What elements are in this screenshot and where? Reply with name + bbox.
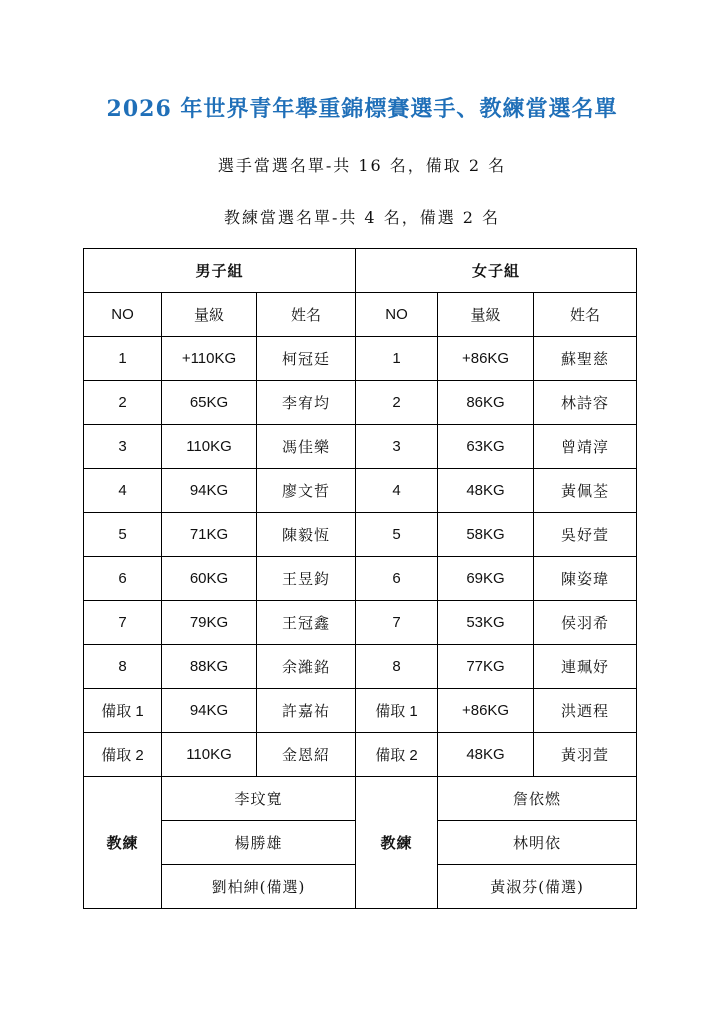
female-weight-cell: 58KG — [438, 513, 534, 557]
male-name-cell: 柯冠廷 — [257, 337, 356, 381]
female-name-cell: 黃佩荃 — [534, 469, 637, 513]
male-no-cell: 6 — [84, 557, 162, 601]
female-weight-cell: 48KG — [438, 469, 534, 513]
male-coach-name: 李玟寬 — [162, 777, 356, 821]
male-weight-cell: 94KG — [162, 469, 257, 513]
male-name-cell: 李宥均 — [257, 381, 356, 425]
document-title: 2026 年世界青年舉重錦標賽選手、教練當選名單 — [106, 96, 618, 122]
female-name-header: 姓名 — [534, 293, 637, 337]
female-no-cell: 備取 1 — [356, 689, 438, 733]
female-weight-cell: 48KG — [438, 733, 534, 777]
male-no-cell: 備取 1 — [84, 689, 162, 733]
female-coach-name: 黃淑芬(備選) — [438, 865, 637, 909]
male-no-cell: 備取 2 — [84, 733, 162, 777]
female-name-cell: 吳妤萱 — [534, 513, 637, 557]
female-weight-cell: +86KG — [438, 337, 534, 381]
table-row — [84, 601, 637, 645]
female-weight-cell: 69KG — [438, 557, 534, 601]
column-header-row — [84, 293, 637, 337]
male-no-cell: 2 — [84, 381, 162, 425]
male-weight-header: 量級 — [162, 293, 257, 337]
coaches-summary: 教練當選名單-共 4 名，備選 2 名 — [223, 208, 501, 227]
roster-table — [83, 248, 637, 909]
female-weight-cell: 77KG — [438, 645, 534, 689]
male-no-cell: 3 — [84, 425, 162, 469]
male-name-header: 姓名 — [257, 293, 356, 337]
male-weight-cell: 79KG — [162, 601, 257, 645]
table-row — [84, 645, 637, 689]
male-coach-label: 教練 — [84, 777, 162, 909]
table-row — [84, 381, 637, 425]
table-row — [84, 469, 637, 513]
male-coach-name: 楊勝雄 — [162, 821, 356, 865]
female-coach-name: 詹依燃 — [438, 777, 637, 821]
female-name-cell: 侯羽希 — [534, 601, 637, 645]
male-weight-cell: +110KG — [162, 337, 257, 381]
table-row — [84, 689, 637, 733]
male-weight-cell: 71KG — [162, 513, 257, 557]
athletes-summary: 選手當選名單-共 16 名，備取 2 名 — [217, 156, 507, 175]
female-coach-name: 林明依 — [438, 821, 637, 865]
male-name-cell: 余濰銘 — [257, 645, 356, 689]
female-name-cell: 曾靖淳 — [534, 425, 637, 469]
female-no-header: NO — [356, 293, 438, 337]
male-weight-cell: 110KG — [162, 425, 257, 469]
female-no-cell: 2 — [356, 381, 438, 425]
male-no-cell: 5 — [84, 513, 162, 557]
table-row — [84, 733, 637, 777]
male-name-cell: 陳毅恆 — [257, 513, 356, 557]
female-no-cell: 3 — [356, 425, 438, 469]
female-weight-cell: 86KG — [438, 381, 534, 425]
female-weight-cell: 53KG — [438, 601, 534, 645]
male-name-cell: 許嘉祐 — [257, 689, 356, 733]
male-weight-cell: 88KG — [162, 645, 257, 689]
male-name-cell: 王冠鑫 — [257, 601, 356, 645]
male-no-cell: 4 — [84, 469, 162, 513]
female-name-cell: 陳姿瑋 — [534, 557, 637, 601]
male-weight-cell: 94KG — [162, 689, 257, 733]
male-weight-cell: 65KG — [162, 381, 257, 425]
male-no-cell: 7 — [84, 601, 162, 645]
male-no-cell: 8 — [84, 645, 162, 689]
male-name-cell: 馮佳樂 — [257, 425, 356, 469]
male-coach-name: 劉柏紳(備選) — [162, 865, 356, 909]
table-row — [84, 337, 637, 381]
male-group-header: 男子組 — [84, 249, 356, 293]
female-no-cell: 備取 2 — [356, 733, 438, 777]
female-name-cell: 林詩容 — [534, 381, 637, 425]
table-row — [84, 425, 637, 469]
female-no-cell: 7 — [356, 601, 438, 645]
female-coach-label: 教練 — [356, 777, 438, 909]
female-no-cell: 4 — [356, 469, 438, 513]
female-name-cell: 黃羽萱 — [534, 733, 637, 777]
male-weight-cell: 60KG — [162, 557, 257, 601]
coach-row — [84, 777, 637, 821]
table-row — [84, 513, 637, 557]
male-no-header: NO — [84, 293, 162, 337]
table-row — [84, 557, 637, 601]
female-name-cell: 洪迺程 — [534, 689, 637, 733]
female-weight-cell: 63KG — [438, 425, 534, 469]
female-no-cell: 1 — [356, 337, 438, 381]
male-weight-cell: 110KG — [162, 733, 257, 777]
male-name-cell: 廖文哲 — [257, 469, 356, 513]
male-name-cell: 王昱鈞 — [257, 557, 356, 601]
female-name-cell: 蘇聖慈 — [534, 337, 637, 381]
group-header-row — [84, 249, 637, 293]
female-no-cell: 5 — [356, 513, 438, 557]
male-name-cell: 金恩紹 — [257, 733, 356, 777]
female-no-cell: 6 — [356, 557, 438, 601]
female-group-header: 女子組 — [356, 249, 637, 293]
female-weight-cell: +86KG — [438, 689, 534, 733]
female-name-cell: 連珮妤 — [534, 645, 637, 689]
female-weight-header: 量級 — [438, 293, 534, 337]
female-no-cell: 8 — [356, 645, 438, 689]
male-no-cell: 1 — [84, 337, 162, 381]
